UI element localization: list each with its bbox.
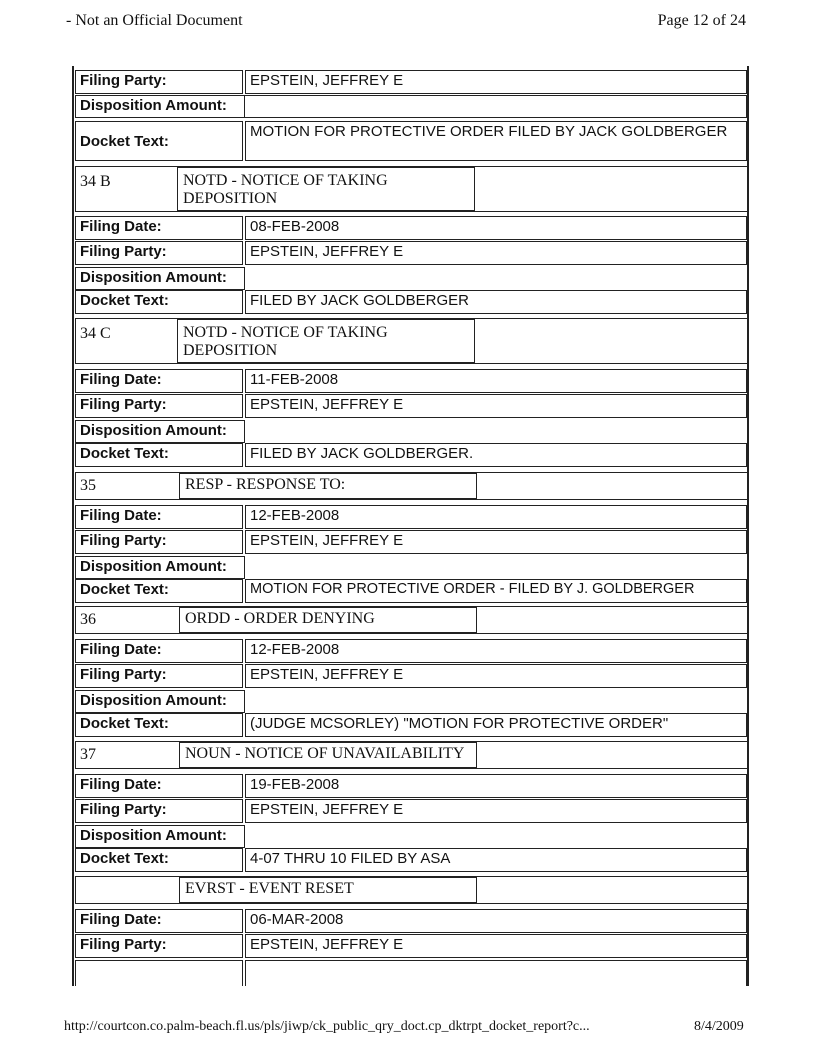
- filing-party-value: EPSTEIN, JEFFREY E: [245, 799, 747, 823]
- filing-date-label: Filing Date:: [75, 505, 243, 529]
- filing-party-label: Filing Party:: [75, 241, 243, 265]
- entry-number: 34 B: [80, 173, 111, 190]
- docket-entry-header: [75, 472, 748, 500]
- footer-url: http://courtcon.co.palm-beach.fl.us/pls/jiwp/ck_public_qry_doct.cp_dktrpt_docket_report?c...: [64, 1019, 590, 1034]
- filing-party-value: EPSTEIN, JEFFREY E: [245, 70, 747, 94]
- disposition-amount-value: [245, 556, 747, 579]
- docket-text-value: MOTION FOR PROTECTIVE ORDER FILED BY JACK GOLDBERGER: [245, 121, 747, 161]
- entry-number: 37: [80, 746, 96, 763]
- disposition-amount-label: Disposition Amount:: [75, 690, 245, 713]
- docket-text-label: Docket Text:: [75, 121, 243, 161]
- empty-value-cell: [245, 960, 747, 986]
- filing-party-label: Filing Party:: [75, 530, 243, 554]
- filing-party-label: Filing Party:: [75, 934, 243, 958]
- footer-date: 8/4/2009: [694, 1019, 744, 1034]
- disposition-amount-label: Disposition Amount:: [75, 267, 245, 290]
- entry-code: NOUN - NOTICE OF UNAVAILABILITY: [179, 742, 477, 768]
- docket-text-label: Docket Text:: [75, 713, 243, 737]
- filing-party-value: EPSTEIN, JEFFREY E: [245, 934, 747, 958]
- filing-date-value: 19-FEB-2008: [245, 774, 747, 798]
- filing-party-value: EPSTEIN, JEFFREY E: [245, 241, 747, 265]
- filing-party-value: EPSTEIN, JEFFREY E: [245, 394, 747, 418]
- docket-text-value: MOTION FOR PROTECTIVE ORDER - FILED BY J. GOLDBERGER: [245, 579, 747, 603]
- disposition-amount-label: Disposition Amount:: [75, 95, 245, 118]
- entry-number: 34 C: [80, 325, 111, 342]
- filing-party-label: Filing Party:: [75, 664, 243, 688]
- entry-code: ORDD - ORDER DENYING: [179, 607, 477, 633]
- docket-entry-header: [75, 741, 748, 769]
- docket-entry-header: [75, 606, 748, 634]
- filing-date-label: Filing Date:: [75, 216, 243, 240]
- page-number: Page 12 of 24: [657, 12, 746, 29]
- filing-date-value: 12-FEB-2008: [245, 505, 747, 529]
- disposition-amount-label: Disposition Amount:: [75, 825, 245, 848]
- filing-date-value: 06-MAR-2008: [245, 909, 747, 933]
- docket-entry-header: [75, 166, 748, 212]
- filing-date-value: 11-FEB-2008: [245, 369, 747, 393]
- docket-text-value: (JUDGE MCSORLEY) "MOTION FOR PROTECTIVE ORDER": [245, 713, 747, 737]
- entry-number: 35: [80, 477, 96, 494]
- filing-date-value: 12-FEB-2008: [245, 639, 747, 663]
- filing-party-value: EPSTEIN, JEFFREY E: [245, 530, 747, 554]
- disposition-amount-label: Disposition Amount:: [75, 556, 245, 579]
- entry-code: RESP - RESPONSE TO:: [179, 473, 477, 499]
- filing-party-label: Filing Party:: [75, 799, 243, 823]
- filing-party-label: Filing Party:: [75, 70, 243, 94]
- disposition-amount-value: [245, 267, 747, 290]
- filing-date-value: 08-FEB-2008: [245, 216, 747, 240]
- docket-text-value: 4-07 THRU 10 FILED BY ASA: [245, 848, 747, 872]
- entry-code: EVRST - EVENT RESET: [179, 877, 477, 903]
- docket-text-label: Docket Text:: [75, 848, 243, 872]
- entry-number: 36: [80, 611, 96, 628]
- filing-date-label: Filing Date:: [75, 369, 243, 393]
- empty-label-cell: [75, 960, 243, 986]
- entry-code: NOTD - NOTICE OF TAKING DEPOSITION: [177, 167, 475, 211]
- header-disclaimer: - Not an Official Document: [66, 12, 243, 29]
- frame-left-line: [72, 66, 74, 986]
- filing-date-label: Filing Date:: [75, 774, 243, 798]
- docket-text-label: Docket Text:: [75, 579, 243, 603]
- docket-entry-header: [75, 318, 748, 364]
- disposition-amount-value: [245, 690, 747, 713]
- filing-party-value: EPSTEIN, JEFFREY E: [245, 664, 747, 688]
- disposition-amount-label: Disposition Amount:: [75, 420, 245, 443]
- filing-party-label: Filing Party:: [75, 394, 243, 418]
- docket-text-label: Docket Text:: [75, 290, 243, 314]
- entry-code: NOTD - NOTICE OF TAKING DEPOSITION: [177, 319, 475, 363]
- docket-text-label: Docket Text:: [75, 443, 243, 467]
- docket-entry-header: [75, 876, 748, 904]
- disposition-amount-value: [245, 825, 747, 848]
- disposition-amount-value: [245, 420, 747, 443]
- filing-date-label: Filing Date:: [75, 909, 243, 933]
- disposition-amount-value: [245, 95, 747, 118]
- docket-text-value: FILED BY JACK GOLDBERGER: [245, 290, 747, 314]
- docket-text-value: FILED BY JACK GOLDBERGER.: [245, 443, 747, 467]
- filing-date-label: Filing Date:: [75, 639, 243, 663]
